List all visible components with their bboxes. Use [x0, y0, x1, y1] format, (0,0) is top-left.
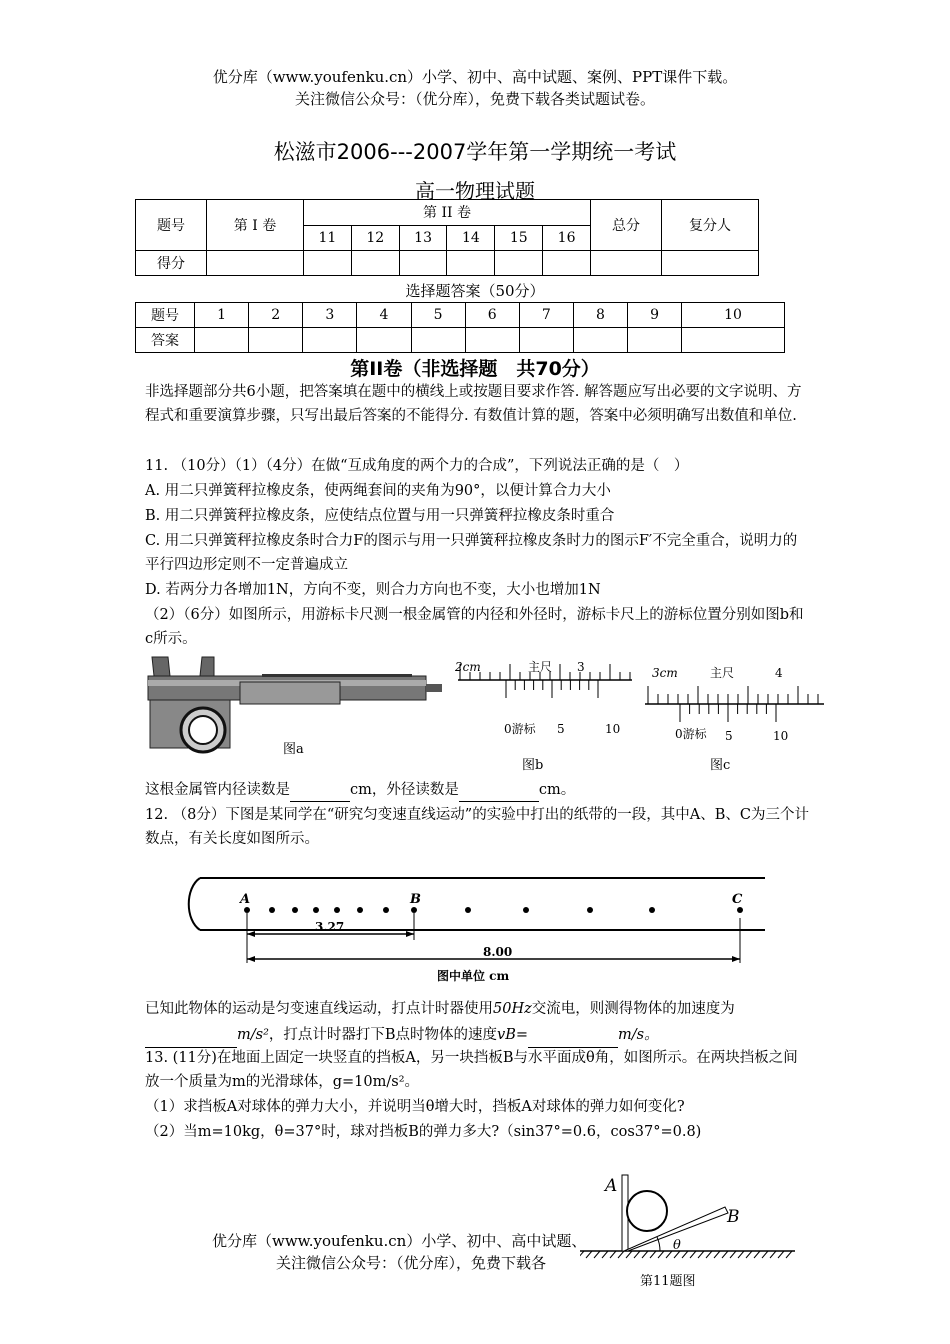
score-cell[interactable] — [207, 251, 304, 276]
tape-dot — [465, 907, 471, 913]
q13-stem: 13. (11分)在地面上固定一块竖直的挡板A，另一块挡板B与水平面成θ角，如图所示。在两块挡板之间放一个质量为m的光滑球体，g=10m/s²。 — [145, 1050, 798, 1090]
fig-b-vernier-label: 0游标 — [504, 722, 536, 736]
vernier-c — [645, 666, 824, 743]
caliper-figures — [140, 652, 840, 777]
q11-option-d: D. 若两分力各增加1N，方向不变，则合力方向也不变，大小也增加1N — [145, 582, 601, 598]
fig-a-caption: 图a — [283, 742, 304, 757]
ground-hatch — [658, 1251, 664, 1258]
q11-answer-a: 这根金属管内径读数是 — [145, 782, 290, 798]
choice-answer-cell[interactable] — [682, 328, 785, 353]
fig-c-right-label: 4 — [775, 666, 783, 680]
ground-hatch — [642, 1251, 648, 1258]
section-title: 第II卷（非选择题 共70分） — [350, 358, 600, 380]
choice-num: 8 — [573, 303, 627, 328]
fig-b-v5: 5 — [557, 722, 565, 736]
choice-caption: 选择题答案（50分） — [405, 282, 545, 300]
q12-answer-1: 已知此物体的运动是匀变速直线运动，打点计时器使用 — [145, 1001, 493, 1017]
score-cell[interactable] — [304, 251, 352, 276]
tape-dot — [357, 907, 363, 913]
score-table-total: 总分 — [591, 200, 662, 251]
q13-part1: （1）求挡板A对球体的弹力大小，并说明当θ增大时，挡板A对球体的弹力如何变化? — [145, 1099, 685, 1115]
ground-hatch — [610, 1251, 616, 1258]
q12-answer-2: 交流电，则测得物体的加速度为 — [531, 1001, 735, 1017]
fig-caption: 第11题图 — [640, 1274, 696, 1289]
q11-option-c: C. 用二只弹簧秤拉橡皮条时合力F的图示与用一只弹簧秤拉橡皮条时力的图示F′不完全重合，说明力的平行四边形定则不一定普遍成立 — [145, 533, 798, 573]
q12-vb: vB= — [497, 1027, 529, 1043]
header-line-1: 优分库（www.youfenku.cn）小学、初中、高中试题、案例、PPT课件下载。 — [212, 68, 738, 86]
choice-answer-cell[interactable] — [357, 328, 411, 353]
choice-table — [135, 302, 785, 353]
paper-tape-figure — [180, 868, 770, 988]
score-cell[interactable] — [447, 251, 495, 276]
choice-answer-cell[interactable] — [303, 328, 357, 353]
incline-figure — [580, 1165, 800, 1290]
unit-label: 图中单位 cm — [437, 969, 510, 983]
caliper-drawing — [148, 657, 442, 752]
fig-c-vernier-label: 0游标 — [675, 727, 707, 741]
q12-answer-3: ，打点计时器打下B点时物体的速度 — [268, 1027, 498, 1043]
ground-hatch — [778, 1251, 784, 1258]
q11-answer-c: cm。 — [538, 782, 576, 798]
q12-hz: 50Hz — [493, 1001, 532, 1017]
exam-title: 松滋市2006---2007学年第一学期统一考试 — [273, 140, 677, 164]
tape-dot — [649, 907, 655, 913]
choice-table-answer-label: 答案 — [136, 328, 195, 353]
ground-hatch — [722, 1251, 728, 1258]
fig-label-b: B — [727, 1207, 740, 1227]
ground-hatch — [730, 1251, 736, 1258]
ground-hatch — [580, 1251, 584, 1258]
ground-hatch — [586, 1251, 592, 1258]
tape-dot — [523, 907, 529, 913]
score-cell[interactable] — [662, 251, 759, 276]
exam-subtitle: 高一物理试题 — [415, 179, 535, 203]
ground-hatch — [746, 1251, 752, 1258]
score-table-score-label: 得分 — [136, 251, 207, 276]
fig-c-v5: 5 — [725, 729, 733, 743]
ground-hatch — [770, 1251, 776, 1258]
tape-dot — [737, 907, 743, 913]
fig-b-main-label: 主尺 — [528, 660, 553, 674]
q13-part2: （2）当m=10kg，θ=37°时，球对挡板B的弹力多大?（sin37°=0.6，cos37°=0.8) — [145, 1124, 702, 1140]
ground-hatch — [650, 1251, 656, 1258]
header-line-2: 关注微信公众号：（优分库），免费下载各类试题试卷。 — [294, 90, 655, 108]
fig-c-v10: 10 — [773, 729, 789, 743]
ground-hatch — [666, 1251, 672, 1258]
tape-dot — [313, 907, 319, 913]
outer-diameter-blank[interactable] — [459, 801, 539, 802]
choice-num: 10 — [682, 303, 785, 328]
score-table-tihao: 题号 — [136, 200, 207, 251]
score-table-col: 12 — [351, 225, 399, 251]
point-a-label: A — [240, 892, 251, 907]
choice-num: 4 — [357, 303, 411, 328]
q11-answer-b: cm，外径读数是 — [350, 782, 459, 798]
score-cell[interactable] — [591, 251, 662, 276]
choice-num: 9 — [628, 303, 682, 328]
choice-num: 2 — [249, 303, 303, 328]
ball — [627, 1191, 667, 1231]
q11-option-b: B. 用二只弹簧秤拉橡皮条，应使结点位置与用一只弹簧秤拉橡皮条时重合 — [145, 508, 615, 524]
choice-answer-cell[interactable] — [628, 328, 682, 353]
score-table-col: 16 — [543, 225, 591, 251]
length-ac: 8.00 — [483, 945, 513, 959]
tape-dot — [269, 907, 275, 913]
score-table-col: 15 — [495, 225, 543, 251]
score-cell[interactable] — [543, 251, 591, 276]
tape-dot — [334, 907, 340, 913]
choice-answer-cell[interactable] — [573, 328, 627, 353]
choice-num: 3 — [303, 303, 357, 328]
footer-line-2: 关注微信公众号：（优分库），免费下载各 — [276, 1254, 547, 1272]
q11-stem: 11. （10分）（1）（4分）在做“互成角度的两个力的合成”，下列说法正确的是（ ） — [145, 458, 689, 474]
intro-text: 非选择题部分共6小题，把答案填在题中的横线上或按题目要求作答. 解答题应写出必要的文字说明、方程式和重要演算步骤，只写出最后答案的不能得分. 有数值计算的题，答案中必须明确写出数值和单位. — [145, 384, 802, 424]
fig-theta: θ — [673, 1238, 681, 1253]
ground-hatch — [754, 1251, 760, 1258]
choice-num: 7 — [519, 303, 573, 328]
choice-answer-cell[interactable] — [465, 328, 519, 353]
choice-answer-cell[interactable] — [249, 328, 303, 353]
q12-unit-v: m/s。 — [618, 1027, 659, 1043]
ground-hatch — [786, 1251, 792, 1258]
score-table-juan1: 第 I 卷 — [207, 200, 304, 251]
ground-hatch — [626, 1251, 632, 1258]
q11-option-a: A. 用二只弹簧秤拉橡皮条，使两绳套间的夹角为90°，以便计算合力大小 — [145, 483, 611, 499]
score-cell[interactable] — [399, 251, 447, 276]
ground-hatch — [762, 1251, 768, 1258]
score-table-col: 14 — [447, 225, 495, 251]
fig-b-right-label: 3 — [577, 660, 585, 674]
footer-line-1: 优分库（www.youfenku.cn）小学、初中、高中试题、 — [212, 1232, 587, 1250]
fig-c-left-label: 3cm — [652, 666, 678, 680]
tape-dot — [383, 907, 389, 913]
q12-answer — [145, 996, 810, 1048]
choice-num: 5 — [411, 303, 465, 328]
paper-tape — [189, 878, 765, 930]
point-c-label: C — [732, 892, 743, 907]
choice-table-tihao: 题号 — [136, 303, 195, 328]
ground-hatch — [698, 1251, 704, 1258]
ground-hatch — [690, 1251, 696, 1258]
choice-num: 1 — [195, 303, 249, 328]
score-table-col: 13 — [399, 225, 447, 251]
fig-b-v10: 10 — [605, 722, 621, 736]
q12-stem: 12. （8分）下图是某同学在“研究匀变速直线运动”的实验中打出的纸带的一段，其中A、B、C为三个计数点，有关长度如图所示。 — [145, 807, 809, 847]
length-ab: 3.27 — [315, 920, 345, 934]
ground-hatch — [714, 1251, 720, 1258]
choice-answer-cell[interactable] — [411, 328, 465, 353]
score-table-juan2: 第 II 卷 — [304, 200, 591, 226]
choice-answer-cell[interactable] — [519, 328, 573, 353]
ground-hatch — [706, 1251, 712, 1258]
fig-c-caption: 图c — [710, 758, 731, 773]
fig-b-left-label: 2cm — [455, 660, 481, 674]
point-b-label: B — [410, 892, 421, 907]
tape-dot — [292, 907, 298, 913]
score-cell[interactable] — [495, 251, 543, 276]
vernier-b — [454, 660, 632, 736]
ground-hatch — [738, 1251, 744, 1258]
choice-answer-cell[interactable] — [195, 328, 249, 353]
q11-answer-line — [145, 778, 810, 802]
ground-hatch — [618, 1251, 624, 1258]
fig-label-a: A — [605, 1176, 618, 1196]
ground-hatch — [594, 1251, 600, 1258]
tape-dot — [411, 907, 417, 913]
fig-b-caption: 图b — [522, 758, 544, 773]
q11-part2: （2）（6分）如图所示，用游标卡尺测一根金属管的内径和外径时，游标卡尺上的游标位置分别如图b和c所示。 — [145, 607, 804, 647]
score-table — [135, 199, 759, 276]
fig-c-main-label: 主尺 — [710, 666, 735, 680]
tape-dot — [244, 907, 250, 913]
ground-hatch — [682, 1251, 688, 1258]
q12-unit-a: m/s² — [237, 1027, 269, 1043]
score-cell[interactable] — [351, 251, 399, 276]
score-table-reviewer: 复分人 — [662, 200, 759, 251]
ground-hatch — [602, 1251, 608, 1258]
ground-hatch — [634, 1251, 640, 1258]
inner-diameter-blank[interactable] — [290, 801, 350, 802]
tape-dot — [587, 907, 593, 913]
score-table-col: 11 — [304, 225, 352, 251]
choice-num: 6 — [465, 303, 519, 328]
